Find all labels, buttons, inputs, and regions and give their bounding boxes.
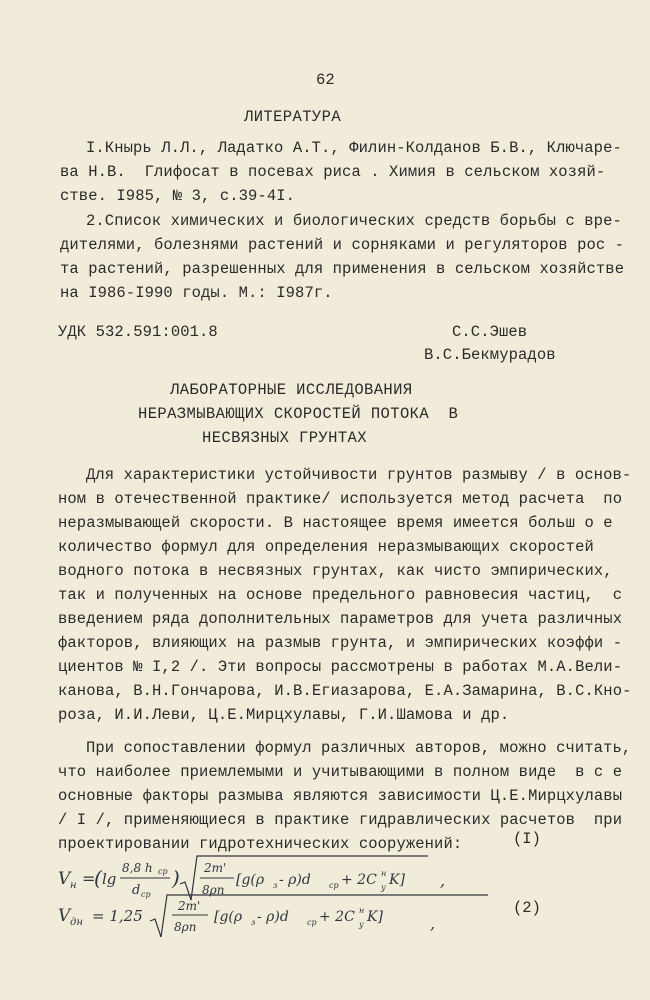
formula-tail: + 2C (319, 909, 355, 925)
formula-paren-open: ( (94, 866, 102, 890)
formula-body: [g(ρ (236, 872, 265, 888)
body-line: / I /, применяющиеся в практике гидравлических расчетов при (58, 811, 623, 829)
body-line: ном в отечественной практике/ используется метод расчета по (58, 490, 623, 508)
formula-eq: = (82, 869, 96, 888)
reference-line: ва Н.В. Глифосат в посевах риса . Химия в сельском хозяй- (60, 163, 606, 181)
formula-number: (I) (513, 830, 541, 848)
reference-line: 2.Список химических и биологических средств борьбы с вре- (86, 212, 622, 230)
udk-code: УДК 532.591:001.8 (58, 323, 218, 341)
body-line: циентов № I,2 /. Эти вопросы рассмотрены в работах М.А.Вели- (58, 658, 623, 676)
formula-paren-close: ) (172, 866, 180, 890)
article-title-line: НЕРАЗМЫВАЮЩИХ СКОРОСТЕЙ ПОТОКА В (138, 405, 459, 423)
formula-frac-num-sub: ср (158, 867, 168, 876)
body-line: что наиболее приемлемыми и учитывающими в полном виде в с е (58, 763, 623, 781)
formula-tail-end: K] (367, 909, 383, 925)
formula-body: [g(ρ (214, 909, 243, 925)
formula-tail-sup: н (381, 869, 387, 878)
body-line: роза, И.И.Леви, Ц.Е.Мирцхулавы, Г.И.Шамова и др. (58, 706, 510, 724)
formula-tail-sub: у (381, 883, 386, 892)
reference-line: дителями, болезнями растений и сорняками и регуляторов рос - (60, 236, 625, 254)
formula-body2: - ρ)d (257, 909, 289, 925)
page-number: 62 (316, 71, 335, 89)
formula-body-sub: з (251, 918, 256, 927)
formula-root-den: 8ρn (202, 883, 225, 897)
body-line: канова, В.Н.Гончарова, И.В.Егиазарова, Е.А.Замарина, В.С.Кно- (58, 682, 632, 700)
formula-tail-end: K] (389, 872, 405, 888)
body-line: факторов, влияющих на размыв грунта, и эмпирических коэффи - (58, 634, 623, 652)
body-line: количество формул для определения неразмывающих скоростей (58, 538, 594, 556)
formula-root-num: 2m' (204, 861, 227, 875)
reference-line: I.Кнырь Л.Л., Ладатко А.Т., Филин-Колданов Б.В., Ключаре- (86, 139, 622, 157)
formula-eq: = 1,25 (92, 907, 143, 925)
body-line: введением ряда дополнительных параметров для учета различных (58, 610, 623, 628)
formula-log: lg (102, 870, 117, 888)
article-title-line: НЕСВЯЗНЫХ ГРУНТАХ (202, 429, 367, 447)
body-line: основные факторы размыва являются зависимости Ц.Е.Мирцхулавы (58, 787, 623, 805)
body-line: При сопоставлении формул различных авторов, можно считать, (86, 739, 632, 757)
body-line: проектировании гидротехнических сооружений: (58, 835, 463, 853)
reference-line: стве. I985, № 3, с.39-4I. (60, 187, 296, 205)
formula-lhs: V (58, 869, 71, 889)
formula-lhs: V (58, 906, 71, 926)
formula-2 (58, 887, 498, 948)
formula-frac-den: d (132, 883, 141, 898)
formula-body2: - ρ)d (279, 872, 311, 888)
formula-root-num: 2m' (178, 899, 201, 913)
article-title-line: ЛАБОРАТОРНЫЕ ИССЛЕДОВАНИЯ (170, 381, 413, 399)
formula-root-den: 8ρn (174, 920, 197, 934)
formula-lhs-sub: дн (70, 917, 83, 928)
formula-body2-sub: ср (307, 918, 317, 927)
body-line: водного потока в несвязных грунтах, как чисто эмпирических, (58, 562, 613, 580)
body-line: неразмывающей скорости. В настоящее время имеется больш о е (58, 514, 613, 532)
references-heading: ЛИТЕРАТУРА (244, 108, 342, 126)
formula-body2-sub: ср (329, 881, 339, 890)
formula-frac-num: 8,8 h (122, 861, 153, 875)
reference-line: на I986-I990 годы. М.: I987г. (60, 284, 333, 302)
formula-tail: + 2C (341, 872, 377, 888)
formula-end: , (430, 914, 436, 933)
reference-line: та растений, разрешенных для применения в сельском хозяйстве (60, 260, 625, 278)
body-line: Для характеристики устойчивости грунтов размыву / в основ- (86, 466, 632, 484)
formula-number: (2) (513, 899, 541, 917)
author: В.С.Бекмурадов (424, 346, 556, 364)
formula-2-svg (58, 887, 498, 943)
formula-lhs-sub: н (70, 880, 77, 891)
formula-tail-sub: у (359, 920, 364, 929)
formula-frac-den-sub: ср (141, 890, 151, 899)
formula-end: , (440, 871, 446, 890)
author: С.С.Эшев (452, 323, 528, 341)
formula-tail-sup: н (359, 906, 365, 915)
formula-body-sub: з (273, 881, 278, 890)
body-line: так и полученных на основе предельного равновесия частиц, с (58, 586, 623, 604)
